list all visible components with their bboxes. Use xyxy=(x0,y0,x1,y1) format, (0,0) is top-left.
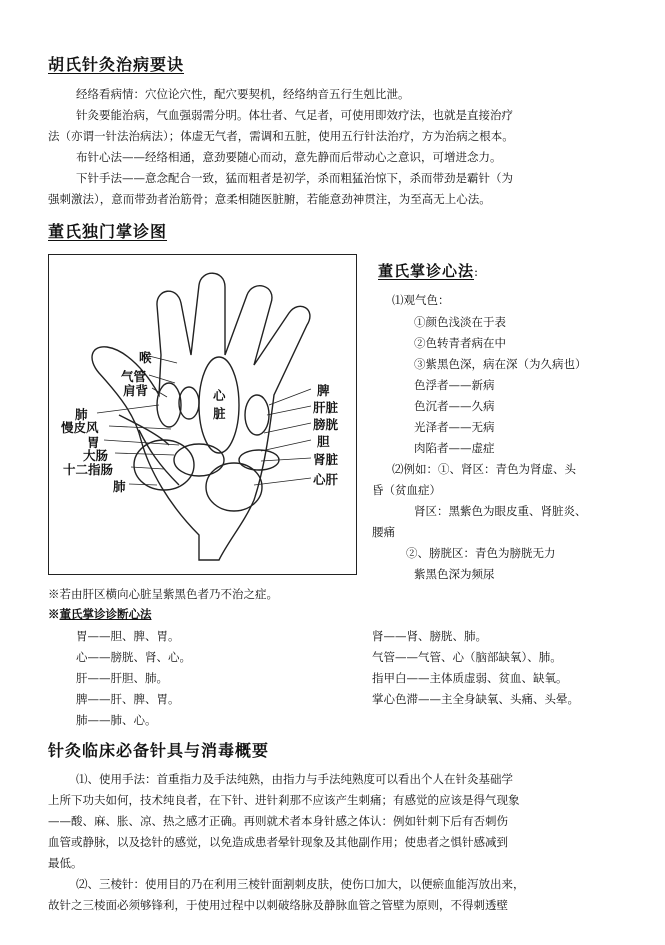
para-line: 经络看病情：穴位论穴性，配穴要契机，经络纳音五行生剋比泄。 xyxy=(76,87,410,101)
fig-label-xingan: 心肝 xyxy=(313,472,339,487)
para-line: ——酸、麻、胀、凉、热之感才正确。再则就术者本身针感之体认：例如针刺下后有否刺伤 xyxy=(48,814,508,828)
diag-left-item: 肝——肝胆、肺。 xyxy=(76,671,168,685)
diag-right-item: 指甲白——主体质虚弱、贫血、缺氧。 xyxy=(372,671,568,685)
list-item: 色沉者——久病 xyxy=(414,399,495,413)
fig-label-xinzang: 心 脏 xyxy=(213,388,226,421)
palm-drawing xyxy=(49,255,356,574)
section-title-hu: 胡氏针灸治病要诀 xyxy=(48,55,185,74)
fig-label-pi: 脾 xyxy=(317,383,330,398)
list-item: 光泽者——无病 xyxy=(414,420,495,434)
diag-right-item: 肾——肾、膀胱、肺。 xyxy=(372,629,487,643)
fig-label-pangguang: 膀胱 xyxy=(313,417,339,432)
list-item: 肉陷者——虚症 xyxy=(414,441,495,455)
para-line: 强刺激法），意而带劲者治筋骨；意柔相随医脏腑，若能意劲神贯注，为至高无上心法。 xyxy=(48,192,491,206)
para-line: 最低。 xyxy=(48,856,83,870)
list-item: ③紫黑色深，病在深（为久病也） xyxy=(414,357,587,371)
list-item: 昏（贫血症） xyxy=(372,483,441,497)
fig-label-fei: 肺 xyxy=(75,407,88,422)
diagnosis-subhead: ※董氏掌诊诊断心法 xyxy=(48,607,152,621)
fig-label-dachang: 大肠 xyxy=(83,448,109,463)
fig-label-wei: 胃 xyxy=(87,435,100,450)
para-line: ⑴、使用手法：首重指力及手法纯熟，由指力与手法纯熟度可以看出个人在针灸基础学 xyxy=(76,772,513,786)
list-item: 紫黑色深为频尿 xyxy=(414,567,495,581)
fig-label-ganzang: 肝脏 xyxy=(313,400,339,415)
fig-label-shenzang: 肾脏 xyxy=(313,452,339,467)
list-item: ②色转青者病在中 xyxy=(414,336,506,350)
list-item: ②、膀胱区：青色为膀胱无力 xyxy=(406,546,556,560)
fig-label-shierzhichang: 十二指肠 xyxy=(63,462,114,477)
list-item: ①颜色浅淡在于表 xyxy=(414,315,506,329)
section-title-dong: 董氏独门掌诊图 xyxy=(48,222,168,241)
fig-label-hou: 喉 xyxy=(139,350,152,365)
section-title-needles: 针灸临床必备针具与消毒概要 xyxy=(48,741,270,760)
para-line: 下针手法——意念配合一致，猛而粗者是初学，杀而粗猛治惊下，杀而带劲是霸针（为 xyxy=(76,171,513,185)
palm-method-title: 董氏掌诊心法: xyxy=(378,262,480,280)
list-item: 腰痛 xyxy=(372,525,395,539)
note: ※若由肝区横向心脏呈紫黑色者乃不治之症。 xyxy=(48,587,278,601)
fig-label-manpifeng: 慢皮风 xyxy=(61,420,99,435)
para-line: 上所下功夫如何，技术纯良者，在下针、进针剎那不应该产生刺痛；有感觉的应该是得气现象 xyxy=(48,793,520,807)
list-item: ⑵例如：①、肾区：青色为肾虚、头 xyxy=(392,462,576,476)
fig-label-qiguan: 气管 xyxy=(121,369,147,384)
list-item: 色浮者——新病 xyxy=(414,378,495,392)
para-line: 针灸要能治病，气血强弱需分明。体壮者、气足者，可使用即效疗法，也就是直接治疗 xyxy=(76,108,513,122)
list-item: 肾区：黑紫色为眼皮重、肾脏炎、 xyxy=(414,504,587,518)
diag-left-item: 肺——肺、心。 xyxy=(76,713,157,727)
diag-right-item: 气管——气管、心（脑部缺氧）、肺。 xyxy=(372,650,562,664)
fig-label-fei2: 肺 xyxy=(113,479,126,494)
para-line: 故针之三棱面必须够锋利，于使用过程中以刺破络脉及静脉血管之管壁为原则，不得刺透壁 xyxy=(48,898,508,912)
para-line: 布针心法——经络相通，意劲要随心而动，意先静而后带动心之意识，可增进念力。 xyxy=(76,150,502,164)
list-item: ⑴观气色： xyxy=(392,293,450,307)
diag-left-item: 心——膀胱、肾、心。 xyxy=(76,650,191,664)
diag-left-item: 脾——肝、脾、胃。 xyxy=(76,692,180,706)
diag-right-item: 掌心色滞——主全身缺氧、头痛、头晕。 xyxy=(372,692,579,706)
fig-label-dan: 胆 xyxy=(317,434,330,449)
para-line: 法（亦谓一针法治病法）；体虚无气者，需调和五脏，使用五行针法治疗，方为治病之根本。 xyxy=(48,129,514,143)
diag-left-item: 胃——胆、脾、胃。 xyxy=(76,629,180,643)
fig-label-weibei: 肩背 xyxy=(123,383,149,398)
para-line: ⑵、三棱针：使用目的乃在利用三棱针面割刺皮肤，使伤口加大，以便瘀血能泻放出来， xyxy=(76,877,525,891)
palm-diagnosis-figure xyxy=(48,254,357,575)
para-line: 血管或静脉，以及捻针的感觉，以免造成患者晕针现象及其他副作用；使患者之惧针感减到 xyxy=(48,835,508,849)
